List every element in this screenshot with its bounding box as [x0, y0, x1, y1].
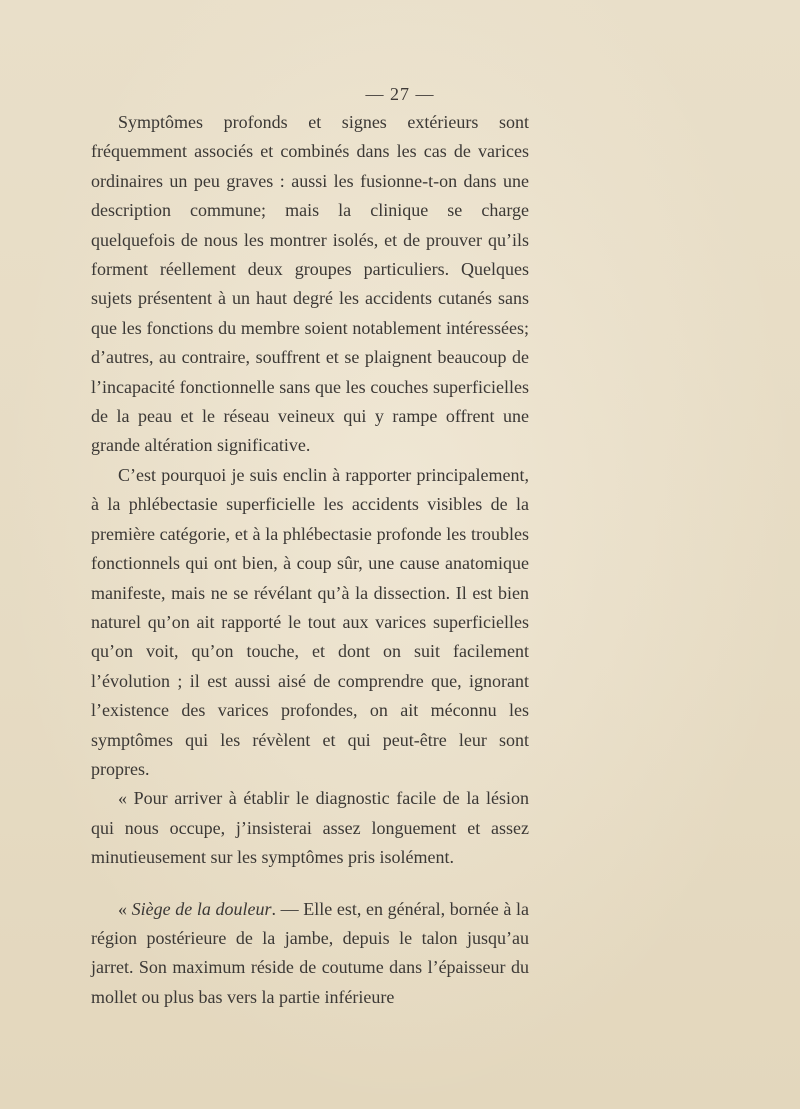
text-body	[91, 108, 529, 1012]
paragraph-4-lead: «	[118, 898, 132, 919]
paragraph-gap	[91, 873, 529, 895]
page-number: — 27 —	[365, 84, 435, 104]
section-heading-siege-de-la-douleur: Siège de la douleur	[131, 898, 272, 919]
paragraph-2: C’est pourquoi je suis enclin à rapporter principalement, à la phlébectasie superficielle les accidents visibles de la première catégorie, et à la phlébectasie profonde les troubles fonctionnels qui ont bien, à coup sûr, une cause anatomique manifeste, mais ne se révélant qu’à la dissection. Il est bien naturel qu’on ait rapporté le tout aux varices superficielles qu’on voit, qu’on touche, et dont on suit facilement l’évolution ; il est aussi aisé de comprendre que, ignorant l’existence des varices profondes, on ait méconnu les symptômes qui les révèlent et qui peut-être leur sont propres.	[91, 464, 529, 779]
paragraph-4-text: . — Elle est, en général, bornée à la région postérieure de la jambe, depuis le talon jusqu’au jarret. Son maximum réside de coutume dans l’épaisseur du mollet ou plus bas vers la partie inférieure	[91, 898, 529, 1007]
paragraph-3: « Pour arriver à établir le diagnostic facile de la lésion qui nous occupe, j’insisterai assez longuement et assez minutieusement sur les symptômes pris isolément.	[91, 788, 529, 868]
paragraph-1: Symptômes profonds et signes extérieurs sont fréquemment associés et combinés dans les cas de varices ordinaires un peu graves : aussi les fusionne-t-on dans une description commune; mais la clinique se charge quelquefois de nous les montrer isolés, et de prouver qu’ils forment réellement deux groupes particuliers. Quelques sujets présentent à un haut degré les accidents cutanés sans que les fonctions du membre soient notablement intéressées; d’autres, au contraire, souffrent et se plaignent beaucoup de l’incapacité fonctionnelle sans que les couches superficielles de la peau et le réseau veineux qui y rampe offrent une grande altération significative.	[91, 112, 529, 456]
paragraph-4	[91, 895, 529, 1013]
